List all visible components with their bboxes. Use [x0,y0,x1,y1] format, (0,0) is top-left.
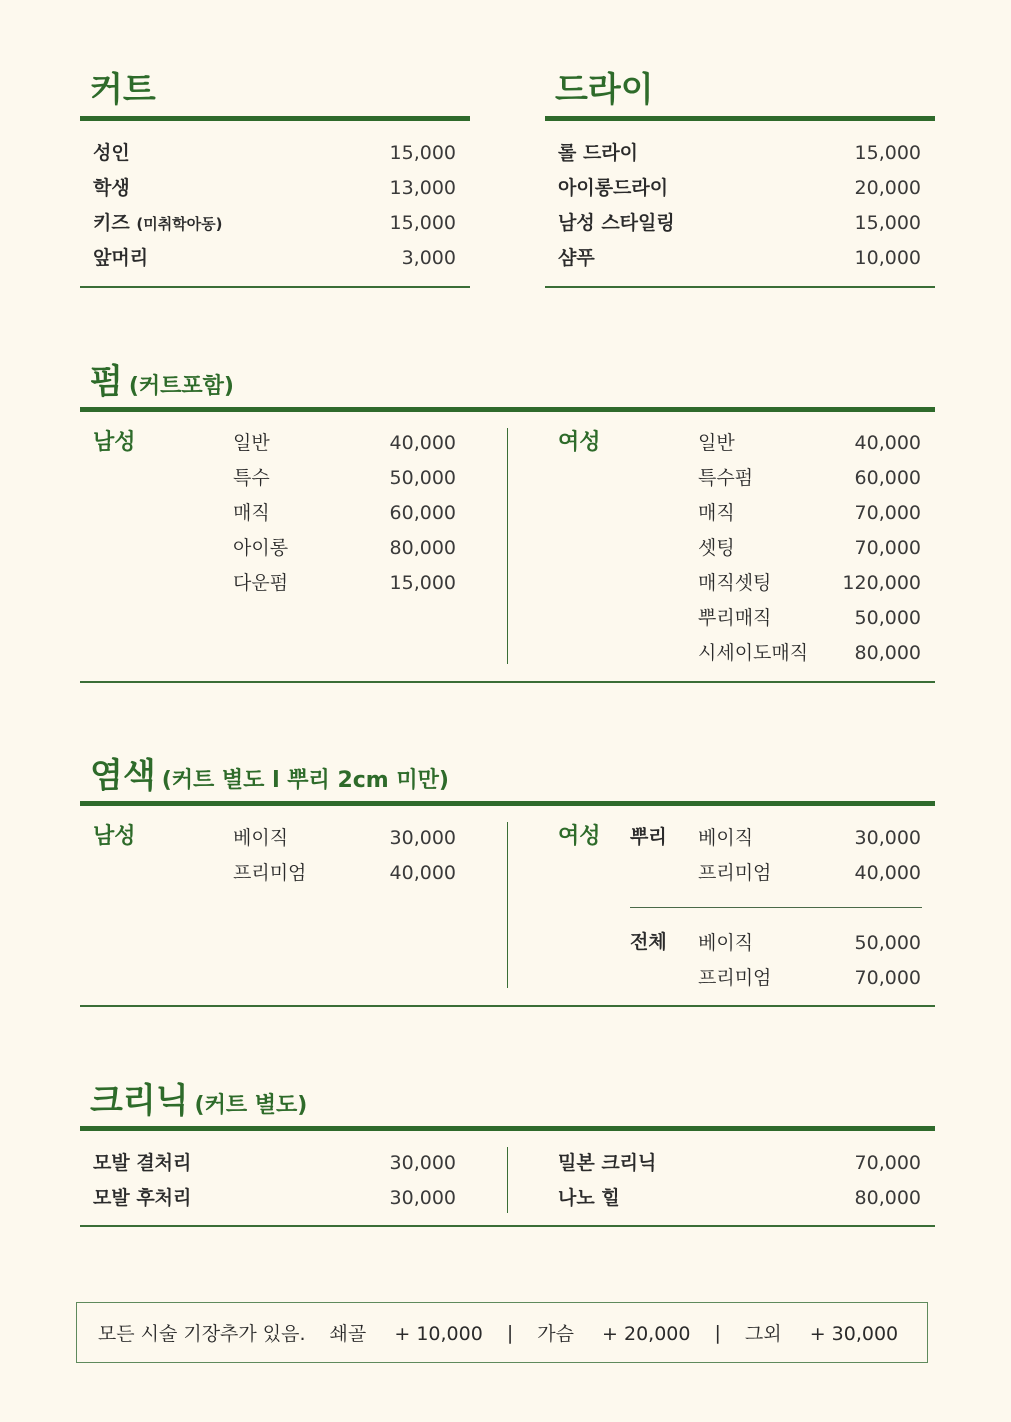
perm-female-item [698,426,921,461]
dye-female-root-label: 뿌리 [630,826,667,848]
perm-female-item [698,496,921,531]
notice-text: 모든 시술 기장추가 있음. [97,1323,306,1345]
item-price: 60,000 [389,502,456,524]
item-label: 프리미엄 [698,967,772,989]
clinic-title [90,1081,307,1126]
item-price: 60,000 [854,467,921,489]
clinic-title-rule [80,1126,935,1131]
item-price: 30,000 [389,1187,456,1209]
item-price: 15,000 [389,212,456,234]
dye-female-full-label: 전체 [630,931,667,953]
item-price: 70,000 [854,537,921,559]
perm-title [90,362,234,407]
dry-bottom-rule [545,286,935,288]
dry-title: 드라이 [555,70,654,110]
perm-female-item [698,531,921,566]
item-label: 모발 결처리 [93,1152,192,1174]
item-price: 40,000 [854,862,921,884]
item-price: 40,000 [389,862,456,884]
extra-price: + 30,000 [809,1323,899,1345]
dye-subtitle: (커트 별도 l 뿌리 2cm 미만) [161,768,449,793]
dye-male-item [233,856,456,891]
perm-male-item [233,566,456,601]
item-label: 프리미엄 [698,862,772,884]
cut-bottom-rule [80,286,470,288]
item-label: 다운펌 [233,572,289,594]
item-price: 10,000 [854,247,921,269]
item-price: 80,000 [389,537,456,559]
item-label: 프리미엄 [233,862,307,884]
item-label: 베이직 [698,827,754,849]
dye-bottom-rule [80,1005,935,1007]
perm-title-rule [80,407,935,412]
clinic-column-divider [507,1147,508,1213]
dry-item-shampoo [558,241,921,276]
item-price: 15,000 [854,212,921,234]
item-label: 아이롱 [233,537,289,559]
cut-title: 커트 [90,70,156,110]
extra-label: 그외 [744,1323,782,1345]
dye-female-root-item [698,856,921,891]
dye-title-text: 염색 [90,756,156,796]
perm-male-item [233,496,456,531]
dry-item-roll [558,136,921,171]
item-price: 80,000 [854,642,921,664]
item-price: 40,000 [854,432,921,454]
item-label: 특수펌 [698,467,754,489]
item-label: 성인 [93,142,130,164]
cut-item-student [93,171,456,206]
perm-male-item [233,461,456,496]
extra-label: 가슴 [537,1323,574,1345]
perm-female-item [698,566,921,601]
item-price: 30,000 [854,827,921,849]
dye-title-rule [80,801,935,806]
clinic-item [93,1146,456,1181]
extra-label: 쇄골 [329,1323,367,1345]
perm-column-divider [507,428,508,664]
dye-male-item [233,821,456,856]
dye-female-subdivider [630,907,922,908]
item-label: 일반 [698,432,735,454]
item-label: 아이롱드라이 [558,177,669,199]
extra-other [737,1319,906,1346]
perm-female-item [698,601,921,636]
dye-female-root-item [698,821,921,856]
dye-female-full-item [698,961,921,996]
item-label: 키즈 [93,212,130,234]
cut-item-adult [93,136,456,171]
clinic-subtitle: (커트 별도) [194,1093,308,1118]
item-price: 15,000 [854,142,921,164]
item-label: 일반 [233,432,270,454]
dye-female-label: 여성 [558,824,601,849]
extra-price: + 20,000 [602,1323,691,1345]
perm-bottom-rule [80,681,935,683]
perm-male-label: 남성 [93,430,136,455]
item-label: 뿌리매직 [698,607,772,629]
dry-item-men-styling [558,206,921,241]
item-label: 베이직 [698,932,754,954]
dye-male-label: 남성 [93,824,136,849]
separator: | [506,1321,514,1344]
item-label: 특수 [233,467,270,489]
item-price: 50,000 [389,467,456,489]
item-label: 앞머리 [93,247,149,269]
perm-male-item [233,531,456,566]
perm-male-item [233,426,456,461]
perm-female-item [698,461,921,496]
dye-title [90,756,449,801]
item-label: 샴푸 [558,247,595,269]
clinic-item [93,1181,456,1216]
item-label: 모발 후처리 [93,1187,192,1209]
clinic-title-text: 크리닉 [90,1081,189,1121]
item-label: 베이직 [233,827,289,849]
item-note: (미취학아동) [136,215,223,233]
perm-female-item [698,636,921,671]
item-label: 롤 드라이 [558,142,639,164]
dry-item-iron [558,171,921,206]
item-price: 40,000 [389,432,456,454]
item-label-wrap [93,206,223,242]
clinic-item [558,1146,921,1181]
item-price: 13,000 [389,177,456,199]
item-price: 30,000 [389,1152,456,1174]
item-label: 나노 힐 [558,1187,620,1209]
dye-female-full-item [698,926,921,961]
clinic-bottom-rule [80,1225,935,1227]
dry-title-rule [545,116,935,121]
item-label: 매직 [698,502,735,524]
item-label: 매직셋팅 [698,572,772,594]
item-price: 70,000 [854,502,921,524]
perm-subtitle: (커트포함) [128,374,234,399]
item-label: 시세이도매직 [698,642,809,664]
item-price: 3,000 [401,247,456,269]
item-label: 셋팅 [698,537,735,559]
dye-column-divider [507,822,508,988]
item-label: 매직 [233,502,270,524]
item-price: 30,000 [389,827,456,849]
item-price: 70,000 [854,967,921,989]
cut-item-kids [93,206,456,241]
item-price: 70,000 [854,1152,921,1174]
perm-female-label: 여성 [558,430,601,455]
cut-title-rule [80,116,470,121]
extra-price: + 10,000 [394,1323,483,1345]
item-label: 남성 스타일링 [558,212,675,234]
clinic-item [558,1181,921,1216]
separator: | [714,1321,721,1344]
item-label: 학생 [93,177,130,199]
extra-chest [529,1319,698,1346]
item-price: 15,000 [389,142,456,164]
item-price: 80,000 [854,1187,921,1209]
item-price: 50,000 [854,607,921,629]
perm-title-text: 펌 [90,362,123,402]
item-label: 밀본 크리닉 [558,1152,657,1174]
item-price: 50,000 [854,932,921,954]
extra-collarbone [322,1319,491,1346]
item-price: 20,000 [854,177,921,199]
item-price: 15,000 [389,572,456,594]
item-price: 120,000 [842,572,921,594]
length-surcharge-notice [76,1302,928,1363]
cut-item-bangs [93,241,456,276]
